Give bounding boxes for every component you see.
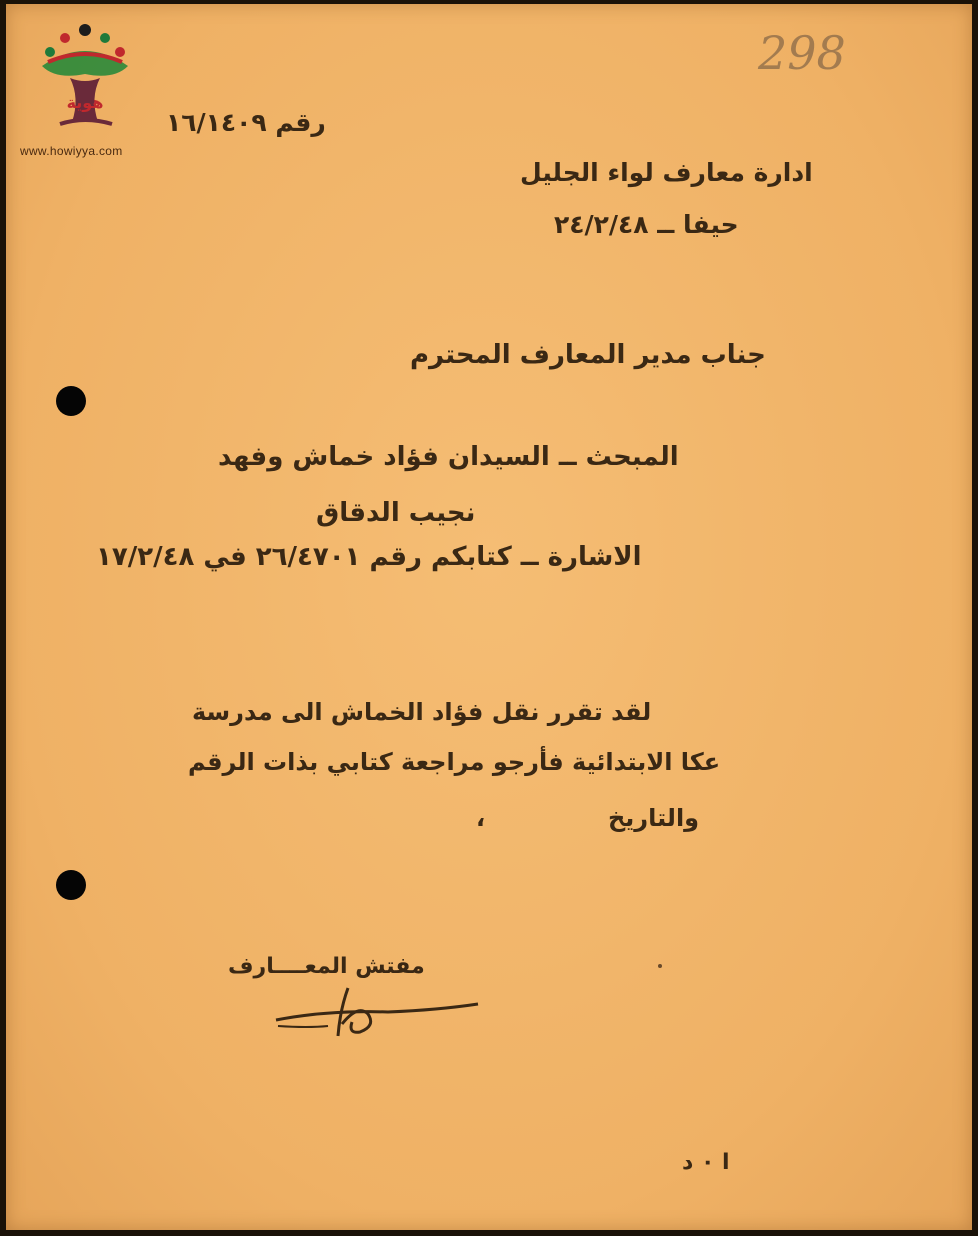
document-page [6,4,972,1230]
body-line-3: والتاريخ [608,804,700,832]
addressee-line: جناب مدير المعارف المحترم [410,340,766,370]
body-line-1: لقد تقرر نقل فؤاد الخماش الى مدرسة [192,698,652,726]
archive-number: 298 [758,26,846,80]
handwritten-signature [268,980,488,1044]
body-line-3-end: ، [476,804,486,832]
reference-line: الاشارة ــ كتابكم رقم ٢٦/٤٧٠١ في ١٧/٢/٤٨ [96,542,642,572]
howiyya-logo [30,18,140,142]
subject-line-1: المبحث ــ السيدان فؤاد خماش وفهد [218,442,679,472]
logo-text: هوية [66,93,104,112]
place-date-line: حيفا ــ ٢٤/٢/٤٨ [554,210,739,239]
issuer-line: ادارة معارف لواء الجليل [520,158,813,187]
watermark-url: www.howiyya.com [20,144,123,158]
paper-speck [658,964,662,968]
subject-line-2: نجيب الدقاق [316,498,476,528]
signatory-title: مفتش المعــــارف [228,954,425,979]
body-line-2: عكا الابتدائية فأرجو مراجعة كتابي بذات الرقم [188,748,721,776]
punch-hole-bottom [56,870,86,900]
reference-number: رقم ١٦/١٤٠٩ [166,108,326,137]
punch-hole-top [56,386,86,416]
footer-initials: ا ٠ د [682,1150,730,1175]
